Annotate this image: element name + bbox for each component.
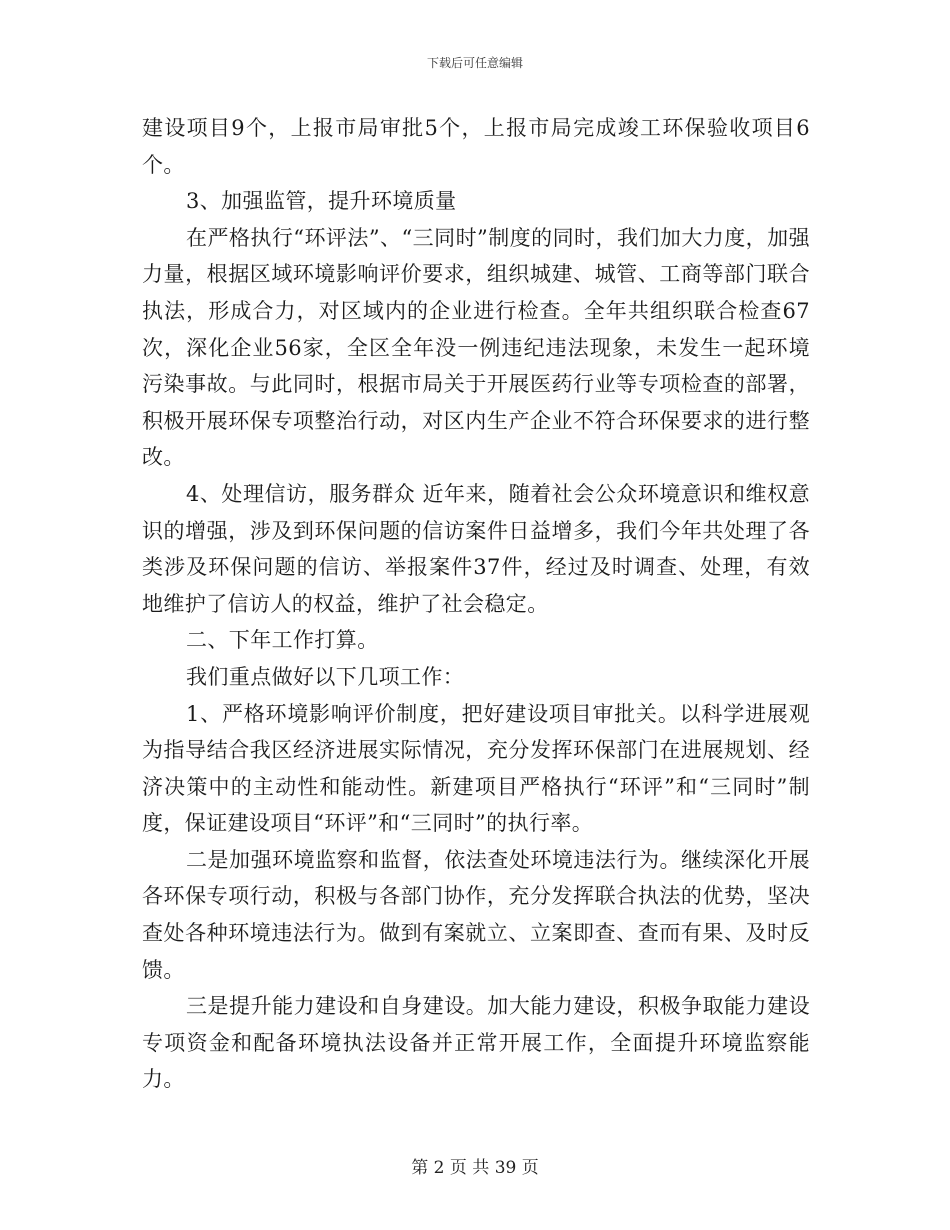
paragraph-1: 建设项目9个，上报市局审批5个，上报市局完成竣工环保验收项目6个。 xyxy=(142,116,810,177)
paragraph-5: 二、下年工作打算。 xyxy=(186,628,379,653)
paragraph-4: 4、处理信访，服务群众 近年来，随着社会公众环境意识和维权意识的增强，涉及到环保问题的信访案件日益增多，我们今年共处理了各类涉及环保问题的信访、举报案件37件，经过及时调查、处理，有效地维护了信访人的权益，维护了社会稳定。 xyxy=(142,481,810,616)
paragraph-8: 二是加强环境监察和监督，依法查处环境违法行为。继续深化开展各环保专项行动，积极与各部门协作，充分发挥联合执法的优势，坚决查处各种环境违法行为。做到有案就立、立案即查、查而有果、及时反馈。 xyxy=(142,847,810,982)
paragraph-2: 3、加强监管，提升环境质量 xyxy=(186,189,457,214)
page-number-footer: 第 2 页 共 39 页 xyxy=(411,1158,539,1178)
paragraph-7: 1、严格环境影响评价制度，把好建设项目审批关。以科学进展观为指导结合我区经济进展实际情况，充分发挥环保部门在进展规划、经济决策中的主动性和能动性。新建项目严格执行“环评”和“三同时”制度，保证建设项目“环评”和“三同时”的执行率。 xyxy=(142,701,810,836)
paragraph-6: 我们重点做好以下几项工作： xyxy=(186,664,465,689)
paragraph-9: 三是提升能力建设和自身建设。加大能力建设，积极争取能力建设专项资金和配备环境执法设备并正常开展工作，全面提升环境监察能力。 xyxy=(142,994,810,1092)
document-body xyxy=(142,110,810,1098)
header-note: 下载后可任意编辑 xyxy=(426,56,523,70)
paragraph-3: 在严格执行“环评法”、“三同时”制度的同时，我们加大力度，加强力量，根据区域环境影响评价要求，组织城建、城管、工商等部门联合执法，形成合力，对区域内的企业进行检查。全年共组织联合检查67次，深化企业56家，全区全年没一例违纪违法现象，未发生一起环境污染事故。与此同时，根据市局关于开展医药行业等专项检查的部署，积极开展环保专项整治行动，对区内生产企业不符合环保要求的进行整改。 xyxy=(142,225,810,470)
